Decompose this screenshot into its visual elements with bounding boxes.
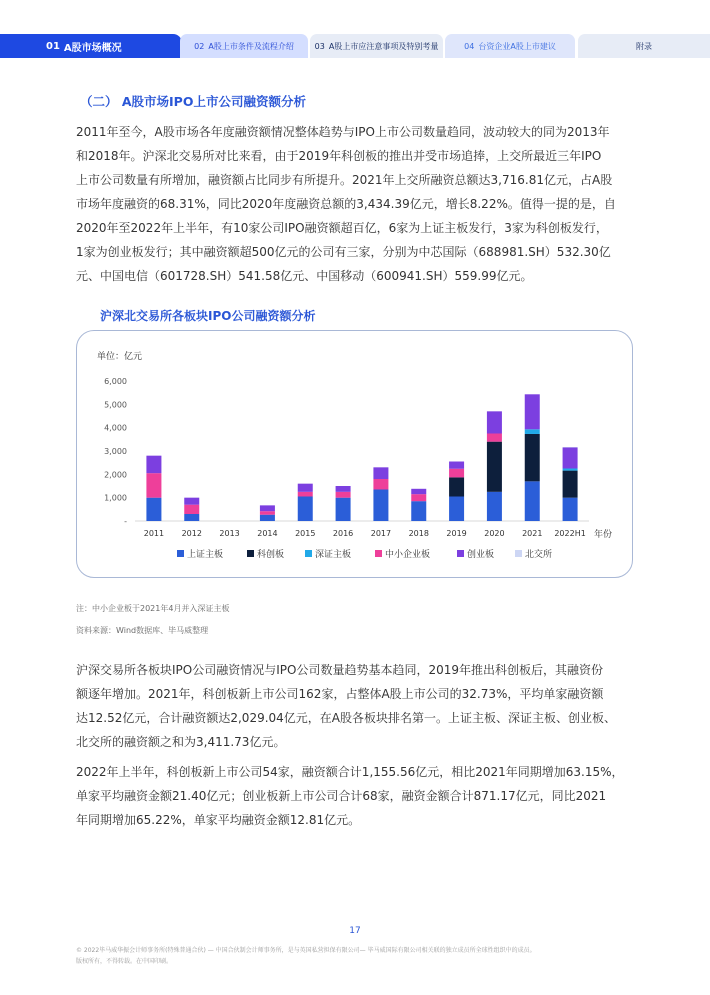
paragraph-line: 上市公司数量有所增加，融资额占比同步有所提升。2021年上交所融资总额达3,716.81亿元，占A股 <box>76 173 613 187</box>
bar-segment <box>449 469 464 478</box>
x-tick-label: 2016 <box>332 529 354 538</box>
bar-segment <box>411 501 426 521</box>
paragraph-line: 额逐年增加。2021年，科创板新上市公司162家，占整体A股上市公司的32.73%，平均单家融资额 <box>76 687 604 701</box>
footer-line: © 2022毕马威华振会计师事务所(特殊普通合伙) — 中国合伙制会计师事务所，是与英国私营担保有限公司— 毕马威国际有限公司相关联的独立成员所全球性组织中的成员。 <box>76 947 536 954</box>
paragraph-board-financing <box>76 658 646 754</box>
bar-segment <box>373 490 388 522</box>
bar-segment <box>184 505 199 514</box>
tab-listing-conditions-process[interactable] <box>180 34 308 58</box>
x-tick-label: 2011 <box>143 529 165 538</box>
section-tab-bar <box>0 34 710 58</box>
y-tick-label: - <box>124 517 127 526</box>
tab-number: 01 <box>46 40 60 52</box>
legend-swatch <box>177 550 184 557</box>
bar-segment <box>487 442 502 492</box>
x-axis-label: 年份 <box>594 530 613 540</box>
bar-segment <box>449 497 464 522</box>
chart-title: 沪深北交易所各板块IPO公司融资额分析 <box>100 309 316 323</box>
x-tick-label: 2022H1 <box>554 529 586 538</box>
x-tick-label: 2018 <box>408 529 429 538</box>
bar-segment <box>487 411 502 433</box>
paragraph-line: 2011年至今，A股市场各年度融资额情况整体趋势与IPO上市公司数量趋同，波动较大的同为2013年 <box>76 125 610 139</box>
bar-segment <box>298 497 313 522</box>
x-tick-label: 2015 <box>295 529 316 538</box>
paragraph-line: 单家平均融资金额21.40亿元；创业板新上市公司合计68家，融资金额合计871.17亿元，同比2021 <box>76 789 607 803</box>
tab-taiwan-enterprise-suggestions[interactable] <box>445 34 575 58</box>
bar-segment <box>298 492 313 497</box>
bar-segment <box>563 471 578 498</box>
bar-segment <box>298 484 313 492</box>
paragraph-line: 和2018年。沪深北交易所对比来看，由于2019年科创板的推出并受市场追捧，上交所最近三年IPO <box>76 149 602 163</box>
bar-segment <box>525 434 540 481</box>
x-tick-label: 2019 <box>446 529 467 538</box>
chart-note: 注：中小企业板于2021年4月并入深证主板 <box>76 604 230 613</box>
bar-segment <box>563 469 578 471</box>
bar-segment <box>525 481 540 521</box>
paragraph-line: 市场年度融资的68.31%，同比2020年度融资总额的3,434.39亿元，增长8.22%。值得一提的是，自 <box>76 197 616 211</box>
bar-segment <box>260 511 275 515</box>
x-tick-label: 2014 <box>257 529 278 538</box>
y-tick-label: 1,000 <box>104 493 127 503</box>
paragraph-line: 元、中国电信（601728.SH）541.58亿元、中国移动（600941.SH）559.99亿元。 <box>76 269 533 283</box>
paragraph-line: 年同期增加65.22%，单家平均融资金额12.81亿元。 <box>76 813 361 827</box>
paragraph-line: 达12.52亿元，合计融资额达2,029.04亿元，在A股各板块排名第一。上证主板、深证主板、创业板、 <box>76 711 617 725</box>
bar-segment <box>563 498 578 521</box>
legend-swatch <box>515 550 522 557</box>
x-tick-label: 2012 <box>181 529 202 538</box>
bar-segment <box>411 489 426 494</box>
page-number: 17 <box>349 926 361 936</box>
paragraph-line: 北交所的融资额之和为3,411.73亿元。 <box>76 735 286 749</box>
chart-panel <box>76 330 633 578</box>
y-tick-label: 5,000 <box>104 400 127 410</box>
tab-label: A股上市条件及流程介绍 <box>208 41 294 51</box>
stacked-bar-chart <box>77 331 634 579</box>
legend-swatch <box>247 550 254 557</box>
bar-segment <box>146 473 161 498</box>
bar-segment <box>487 434 502 442</box>
legend-label: 上证主板 <box>187 550 224 560</box>
legend-swatch <box>375 550 382 557</box>
bar-segment <box>336 498 351 521</box>
x-tick-label: 2021 <box>522 529 543 538</box>
bar-segment <box>525 394 540 429</box>
legend-label: 深证主板 <box>315 550 352 560</box>
paragraph-line: 沪深交易所各板块IPO公司融资情况与IPO公司数量趋势基本趋同，2019年推出科创板后，其融资份 <box>76 663 603 677</box>
data-source-note: 资料来源：Wind数据库、毕马威整理 <box>76 626 209 635</box>
bar-segment <box>525 429 540 434</box>
bar-segment <box>487 492 502 521</box>
bar-segment <box>373 479 388 490</box>
y-tick-label: 3,000 <box>104 447 127 456</box>
legend-label: 创业板 <box>467 550 495 560</box>
bar-segment <box>260 505 275 511</box>
paragraph-line: 2020年至2022年上半年，有10家公司IPO融资额超百亿，6家为上证主板发行，3家为科创板发行， <box>76 221 608 235</box>
bar-segment <box>146 456 161 474</box>
bar-segment <box>411 494 426 501</box>
chart-unit-label: 单位：亿元 <box>97 352 143 362</box>
bar-segment <box>260 515 275 521</box>
bar-segment <box>449 462 464 469</box>
paragraph-2022-h1 <box>76 760 646 832</box>
tab-a-share-market-overview[interactable] <box>0 34 182 58</box>
bar-segment <box>184 514 199 521</box>
legend-swatch <box>305 550 312 557</box>
copyright-footer <box>76 945 656 967</box>
y-tick-label: 2,000 <box>104 470 127 480</box>
bar-segment <box>336 486 351 492</box>
bar-segment <box>184 498 199 505</box>
y-tick-label: 6,000 <box>104 377 127 386</box>
legend-swatch <box>457 550 464 557</box>
y-tick-label: 4,000 <box>104 423 127 433</box>
bar-segment <box>146 498 161 521</box>
tab-listing-considerations[interactable] <box>310 34 443 58</box>
paragraph-ipo-financing-overview <box>76 120 646 288</box>
bar-segment <box>449 477 464 496</box>
x-tick-label: 2017 <box>370 529 392 538</box>
tab-number: 03 <box>314 41 325 51</box>
tab-appendix[interactable] <box>578 34 710 58</box>
bar-segment <box>563 448 578 469</box>
tab-label: A股上市应注意事项及特别考量 <box>328 41 439 51</box>
legend-label: 科创板 <box>257 550 285 560</box>
tab-label: A股市场概况 <box>63 42 122 54</box>
tab-number: 02 <box>194 41 205 51</box>
section-title: （二） A股市场IPO上市公司融资额分析 <box>80 94 306 109</box>
legend-label: 北交所 <box>525 550 553 560</box>
paragraph-line: 1家为创业板发行；其中融资额超500亿元的公司有三家，分别为中芯国际（688981.SH）532.30亿 <box>76 245 611 259</box>
x-tick-label: 2020 <box>484 529 505 538</box>
tab-label: 附录 <box>636 41 652 51</box>
paragraph-line: 2022年上半年，科创板新上市公司54家，融资额合计1,155.56亿元，相比2021年同期增加63.15%， <box>76 765 624 779</box>
tab-label: 台资企业A股上市建议 <box>478 41 556 51</box>
legend-label: 中小企业板 <box>385 550 431 560</box>
bar-segment <box>373 467 388 479</box>
bar-segment <box>336 492 351 498</box>
footer-line: 版权所有，不得转载。在中国印刷。 <box>76 958 173 965</box>
tab-number: 04 <box>464 41 475 51</box>
x-tick-label: 2013 <box>219 529 240 538</box>
